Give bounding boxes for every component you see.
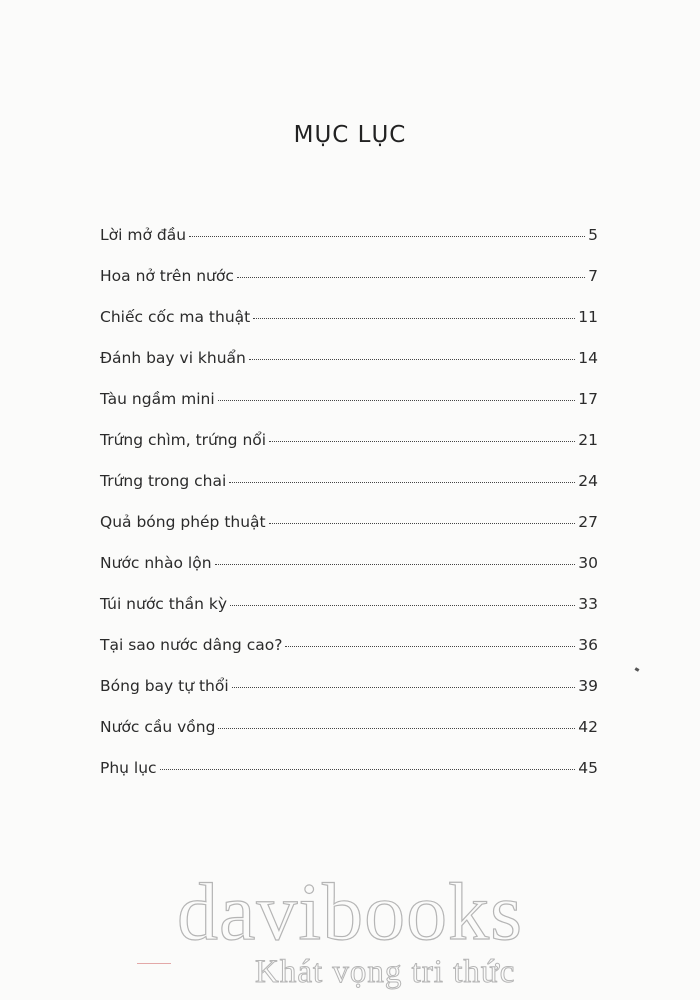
toc-entry-title: Nước nhào lộn — [100, 554, 212, 572]
toc-entry-page: 33 — [578, 595, 598, 613]
toc-entry-page: 39 — [578, 677, 598, 695]
dot-leader — [269, 523, 576, 524]
dot-leader — [249, 359, 575, 360]
dot-leader — [160, 769, 576, 770]
toc-entry-page: 27 — [578, 513, 598, 531]
ink-speck — [635, 667, 640, 672]
toc-entry — [100, 226, 598, 267]
dot-leader — [229, 482, 575, 483]
watermark-brand: davibooks — [176, 866, 524, 957]
toc-entry — [100, 677, 598, 718]
dot-leader — [218, 728, 575, 729]
toc-entry — [100, 759, 598, 800]
toc-entry — [100, 595, 598, 636]
toc-entry-page: 5 — [588, 226, 598, 244]
toc-entry-page: 45 — [578, 759, 598, 777]
toc-entry-page: 7 — [588, 267, 598, 285]
toc-entry-title: Trứng trong chai — [100, 472, 227, 490]
toc-entry-title: Phụ lục — [100, 759, 157, 777]
toc-entry-page: 24 — [578, 472, 598, 490]
dot-leader — [285, 646, 575, 647]
toc-entry — [100, 308, 598, 349]
toc-entry-title: Tại sao nước dâng cao? — [100, 636, 283, 654]
page-title: MỤC LỤC — [293, 122, 407, 148]
toc-entry — [100, 472, 598, 513]
toc-entry-page: 36 — [578, 636, 598, 654]
dot-leader — [269, 441, 575, 442]
dot-leader — [230, 605, 575, 606]
toc-entry — [100, 636, 598, 677]
dot-leader — [253, 318, 575, 319]
toc-entry — [100, 554, 598, 595]
dot-leader — [218, 400, 576, 401]
table-of-contents — [100, 226, 598, 800]
toc-entry — [100, 390, 598, 431]
toc-entry-title: Đánh bay vi khuẩn — [100, 349, 246, 367]
toc-entry-page: 21 — [578, 431, 598, 449]
toc-entry-title: Hoa nở trên nước — [100, 267, 234, 285]
toc-entry-page: 17 — [578, 390, 598, 408]
toc-entry-title: Bóng bay tự thổi — [100, 677, 229, 695]
toc-entry-title: Trứng chìm, trứng nổi — [100, 431, 267, 449]
toc-entry — [100, 513, 598, 554]
toc-entry — [100, 267, 598, 308]
toc-entry-title: Lời mở đầu — [100, 226, 187, 244]
dot-leader — [237, 277, 585, 278]
toc-entry-title: Chiếc cốc ma thuật — [100, 308, 251, 326]
toc-entry-page: 30 — [578, 554, 598, 572]
toc-entry-title: Túi nước thần kỳ — [100, 595, 228, 613]
toc-entry-page: 11 — [578, 308, 598, 326]
toc-entry — [100, 718, 598, 759]
toc-entry-title: Nước cầu vồng — [100, 718, 216, 736]
toc-entry-page: 42 — [578, 718, 598, 736]
toc-entry — [100, 431, 598, 472]
watermark — [0, 862, 700, 1000]
toc-entry-page: 14 — [578, 349, 598, 367]
toc-entry-title: Quả bóng phép thuật — [100, 513, 266, 531]
watermark-slogan: Khát vọng tri thức — [255, 954, 516, 990]
dot-leader — [189, 236, 585, 237]
dot-leader — [215, 564, 576, 565]
toc-entry — [100, 349, 598, 390]
dot-leader — [232, 687, 576, 688]
toc-entry-title: Tàu ngầm mini — [100, 390, 215, 408]
